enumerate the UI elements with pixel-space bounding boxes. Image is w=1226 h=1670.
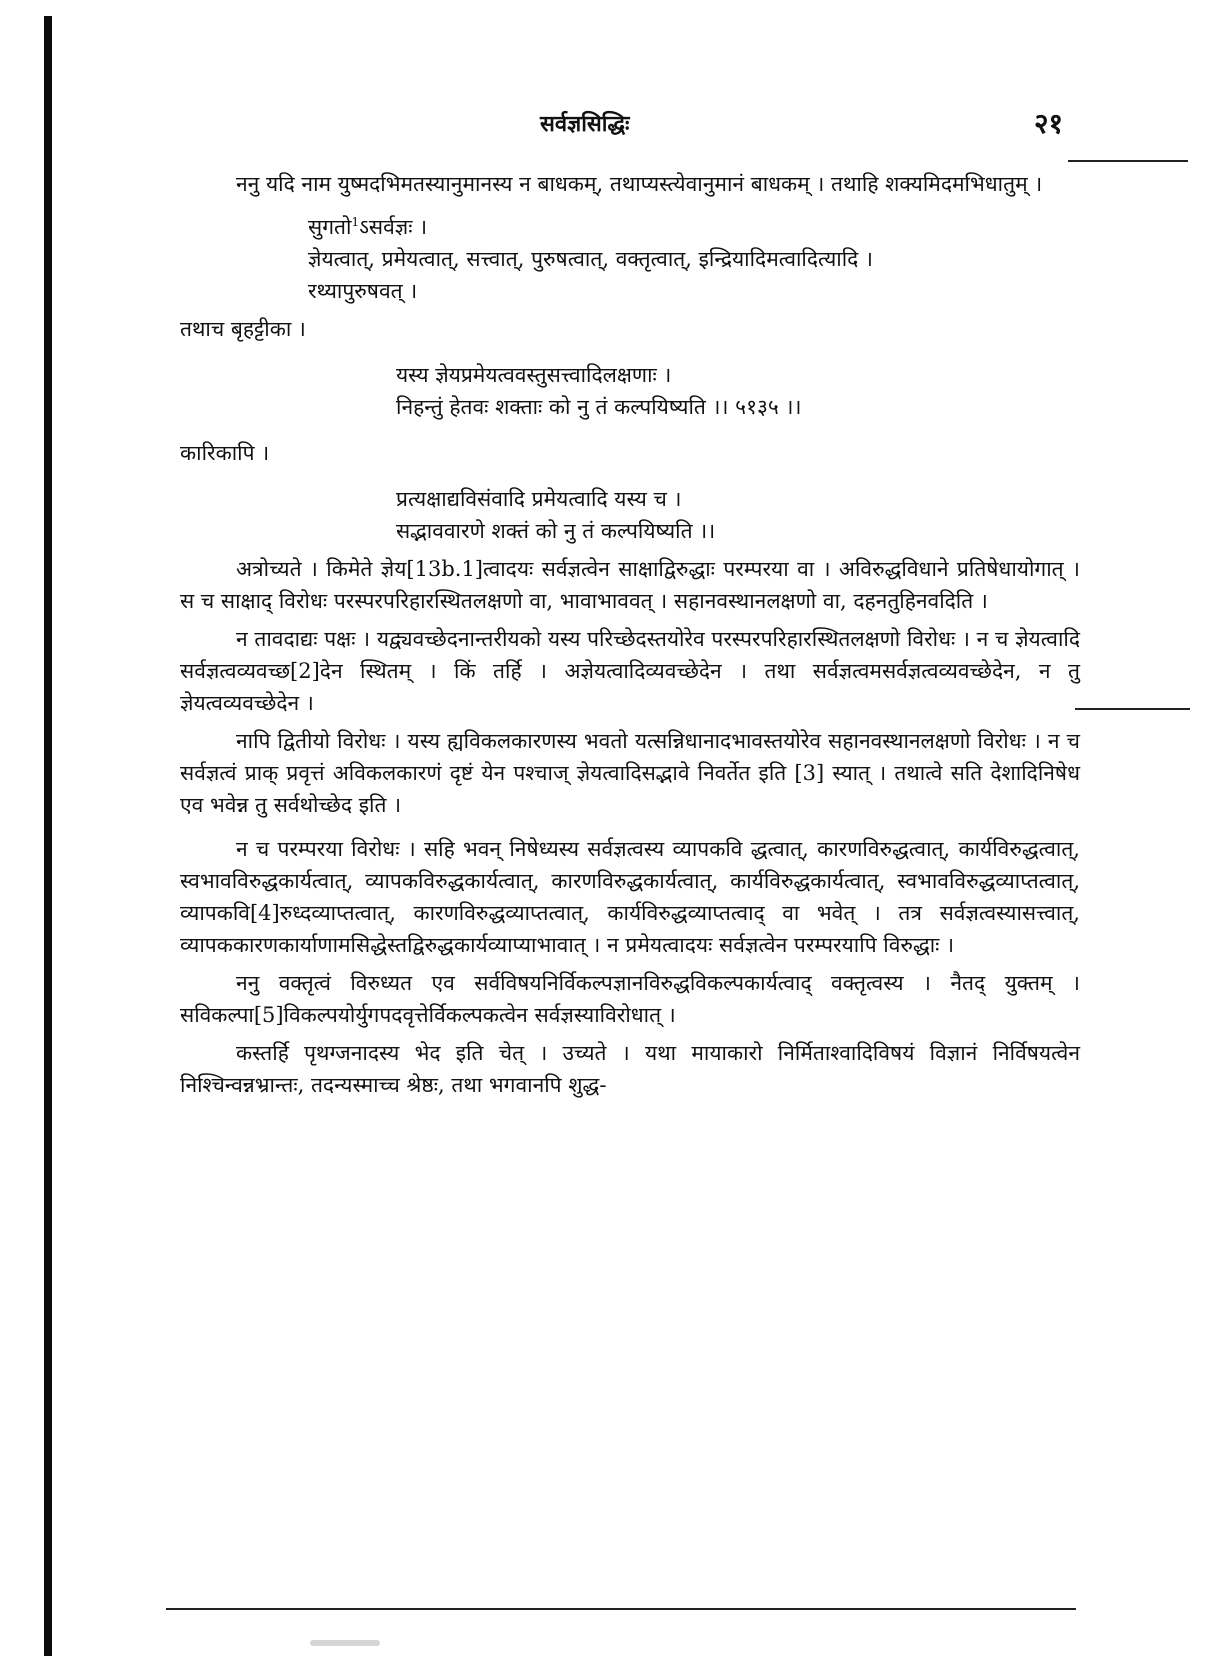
header-rule	[1068, 160, 1188, 162]
verse-1-line-1	[180, 206, 1080, 243]
citation-karika: कारिकापि ।	[180, 441, 270, 465]
paragraph-6: नापि द्वितीयो विरोधः । यस्य ह्यविकलकारणस्य भवतो यत्सन्निधानादभावस्तयोरेव सहानवस्थानलक्षणो विरोधः । न च सर्वज्ञत्वं प्राक् प्रवृत्तं अविकलकारणं दृष्टं येन पश्चाज् ज्ञेयत्वादिसद्भावे निवर्तेत इति [3] स्यात् । तथात्वे सति देशादिनिषेध एव भवेन्न तु सर्वथोच्छेद इति ।	[180, 729, 1080, 817]
footer-rule	[166, 1608, 1076, 1610]
verse-2-line-2: निहन्तुं हेतवः शक्ताः को नु तं कल्पयिष्यति ।। ५१३५ ।।	[396, 395, 802, 419]
paragraph-7: न च परम्परया विरोधः । सहि भवन् निषेध्यस्य सर्वज्ञत्वस्य व्यापकवि द्धत्वात्, कारणविरुद्धत्वात्, कार्यविरुद्धत्वात्, स्वभावविरुद्धकार्यत्वात्, व्यापकविरुद्धकार्यत्वात्, कारणविरुद्धकार्यत्वात्, कार्यविरुद्धकार्यत्वात्, स्वभावविरुद्धव्याप्तत्वात्, व्यापकवि[4]रुध्दव्याप्तत्वात्, कारणविरुद्धव्याप्तत्वात्, कार्यविरुद्धव्याप्तत्वाद् वा भवेत् । तत्र सर्वज्ञत्वस्यासत्त्वात्, व्यापककारणकार्याणामसिद्धेस्तद्विरुद्धकार्यव्याप्याभावात् । न प्रमेयत्वादयः सर्वज्ञत्वेन परम्परयापि विरुद्धाः ।	[180, 837, 1080, 957]
binding-edge	[44, 16, 52, 1656]
paragraph-1: ननु यदि नाम युष्मदभिमतस्यानुमानस्य न बाधकम्, तथाप्यस्त्येवानुमानं बाधकम् । तथाहि शक्यमिदमभिधातुम् ।	[236, 172, 1043, 196]
verse-2-line-1: यस्य ज्ञेयप्रमेयत्ववस्तुसत्त्वादिलक्षणाः ।	[396, 363, 672, 387]
citation-brhattika: तथाच बृहट्टीका ।	[180, 317, 306, 341]
verse-1-text-a: सुगतो	[308, 215, 352, 239]
verse-1-text-b: ऽसर्वज्ञः ।	[359, 215, 428, 239]
page-number: २१	[1034, 107, 1064, 140]
footnote-marker: 1	[351, 215, 360, 229]
paragraph-8: ननु वक्तृत्वं विरुध्यत एव सर्वविषयनिर्विकल्पज्ञानविरुद्धविकल्पकार्यत्वाद् वक्तृत्वस्य । नैतद् युक्तम् । सविकल्पा[5]विकल्पयोर्युगपदवृत्तेर्विकल्पकत्वेन सर्वज्ञस्याविरोधात् ।	[180, 971, 1080, 1027]
side-rule	[1075, 708, 1190, 710]
page-body	[180, 168, 1080, 1107]
paragraph-4: अत्रोच्यते । किमेते ज्ञेय[13b.1]त्वादयः सर्वज्ञत्वेन साक्षाद्विरुद्धाः परम्परया वा । अविरुद्धविधाने प्रतिषेधायोगात् । स च साक्षाद् विरोधः परस्परपरिहारस्थितलक्षणो वा, भावाभाववत् । सहानवस्थानलक्षणो वा, दहनतुहिनवदिति ।	[180, 557, 1080, 613]
verse-3-line-1: प्रत्यक्षाद्यविसंवादि प्रमेयत्वादि यस्य च ।	[396, 487, 682, 511]
paragraph-9: कस्तर्हि पृथग्जनादस्य भेद इति चेत् । उच्यते । यथा मायाकारो निर्मिताश्वादिविषयं विज्ञानं निर्विषयत्वेन निश्चिन्वन्नभ्रान्तः, तदन्यस्माच्च श्रेष्ठः, तथा भगवानपि शुद्ध-	[180, 1041, 1080, 1097]
scan-smudge	[310, 1640, 380, 1646]
verse-3-line-2: सद्भाववारणे शक्तं को नु तं कल्पयिष्यति ।।	[396, 519, 716, 543]
verse-1-line-2: ज्ञेयत्वात्, प्रमेयत्वात्, सत्त्वात्, पुरुषत्वात्, वक्तृत्वात्, इन्द्रियादिमत्वादित्यादि ।	[308, 247, 873, 271]
running-title: सर्वज्ञसिद्धिः	[540, 111, 630, 137]
verse-1-line-3: रथ्यापुरुषवत् ।	[308, 279, 418, 303]
paragraph-5: न तावदाद्यः पक्षः । यद्व्यवच्छेदनान्तरीयको यस्य परिच्छेदस्तयोरेव परस्परपरिहारस्थितलक्षणो विरोधः । न च ज्ञेयत्वादि सर्वज्ञत्वव्यवच्छ[2]देन स्थितम् । किं तर्हि । अज्ञेयत्वादिव्यवच्छेदेन । तथा सर्वज्ञत्वमसर्वज्ञत्वव्यवच्छेदेन, न तु ज्ञेयत्वव्यवच्छेदेन ।	[180, 627, 1080, 715]
